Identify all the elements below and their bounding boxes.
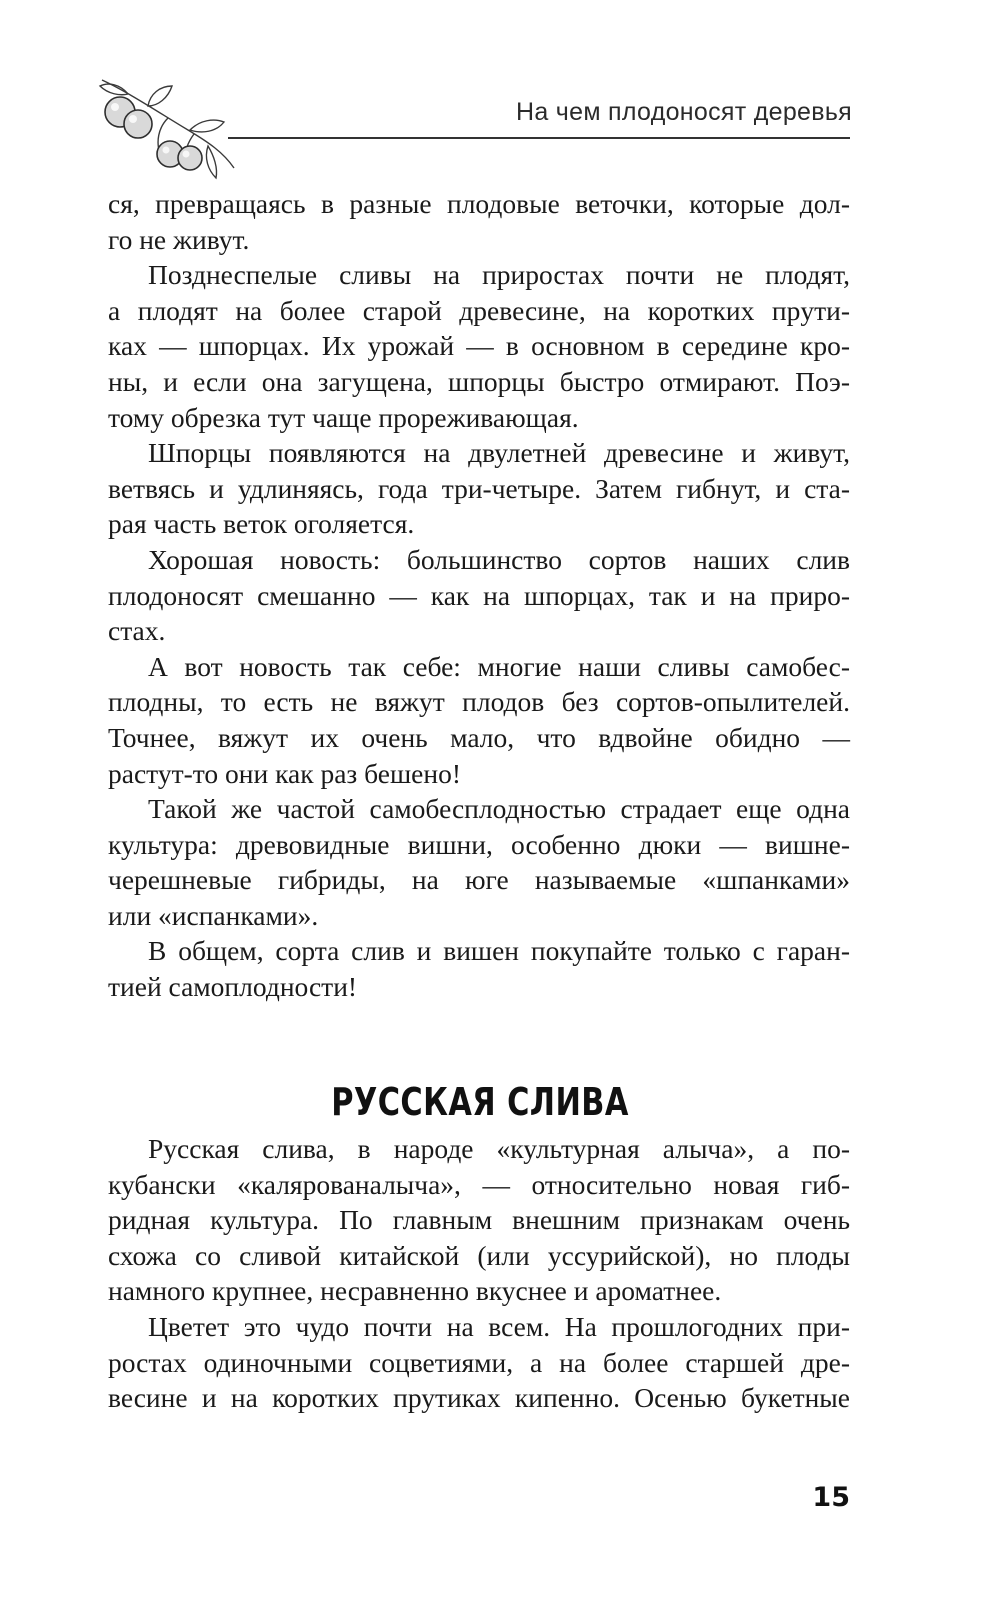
text-line: А вот новость так себе: многие наши сливы самобес- (148, 650, 850, 682)
text-line: стах. (108, 615, 166, 647)
text-line: Русская слива, в народе «культурная алыча», а по- (148, 1133, 850, 1164)
text-line: ны, и если она загущена, шпорцы быстро отмирают. Поэ- (108, 365, 850, 397)
text-line: ся, превращаясь в разные плодовые веточки, которые дол- (108, 188, 850, 219)
text-line: ках — шпорцах. Их урожай — в основном в середине кро- (108, 330, 850, 362)
text-line: Точнее, вяжут их очень мало, что вдвойне обидно — (108, 721, 850, 753)
text-line: а плодят на более старой древесине, на коротких пpути- (108, 294, 850, 326)
text-line: го не живут. (108, 223, 250, 255)
fruit-branch-icon (98, 72, 238, 182)
text-line: ростах одиночными соцветиями, а на более старшей дре- (108, 1346, 850, 1378)
text-line: или «испанками». (108, 899, 319, 931)
body-text-section-1 (108, 186, 850, 1005)
text-line: тому обрезка тут чаще прореживающая. (108, 401, 579, 433)
text-line: весине и на коротких прутиках кипенно. Осенью букетные (108, 1382, 850, 1414)
text-line: ветвясь и удлиняясь, года три-четыре. Затем гибнут, и ста- (108, 472, 850, 504)
text-line: рая часть веток оголяется. (108, 508, 415, 540)
text-line: тией самоплодности! (108, 971, 358, 1003)
text-line: плодны, то есть не вяжут плодов без сортов-опылителей. (108, 686, 850, 718)
text-line: В общем, сорта слив и вишен покупайте только с гаран- (148, 935, 850, 967)
text-line: схожа со сливой китайской (или уссурийской), но плоды (108, 1239, 850, 1271)
text-line: Шпорцы появляются на двулетней древесине и живут, (148, 437, 850, 469)
text-line: Такой же частой самобесплодностью страдает еще одна (148, 793, 850, 825)
text-line: Цветет это чудо почти на всем. На прошлогодних при- (148, 1310, 850, 1342)
page-number: 15 (812, 1482, 850, 1513)
running-header: На чем плодоносят деревья (515, 98, 852, 126)
text-line: кубански «каляpованалыча», — относительно новая гиб- (108, 1168, 850, 1200)
text-line: намного крупнее, несравненно вкуснее и ароматнее. (108, 1275, 722, 1307)
text-line: растут-то они как раз бешено! (108, 757, 462, 789)
text-line: плодоносят смешанно — как на шпорцах, так и на приро- (108, 579, 850, 611)
text-line: Хорошая новость: большинство сортов наших слив (148, 543, 850, 575)
text-line: культура: древовидные вишни, особенно дюки — вишне- (108, 828, 850, 860)
body-text-section-2 (108, 1131, 850, 1416)
header-divider (228, 137, 850, 139)
section-heading: РУССКАЯ СЛИВА (331, 1080, 629, 1124)
text-line: ридная культура. По главным внешним признакам очень (108, 1204, 850, 1236)
text-line: Позднеспелые сливы на приростах почти не плодят, (148, 259, 850, 291)
text-line: черешневые гибриды, на юге называемые «шпанками» (108, 864, 850, 896)
